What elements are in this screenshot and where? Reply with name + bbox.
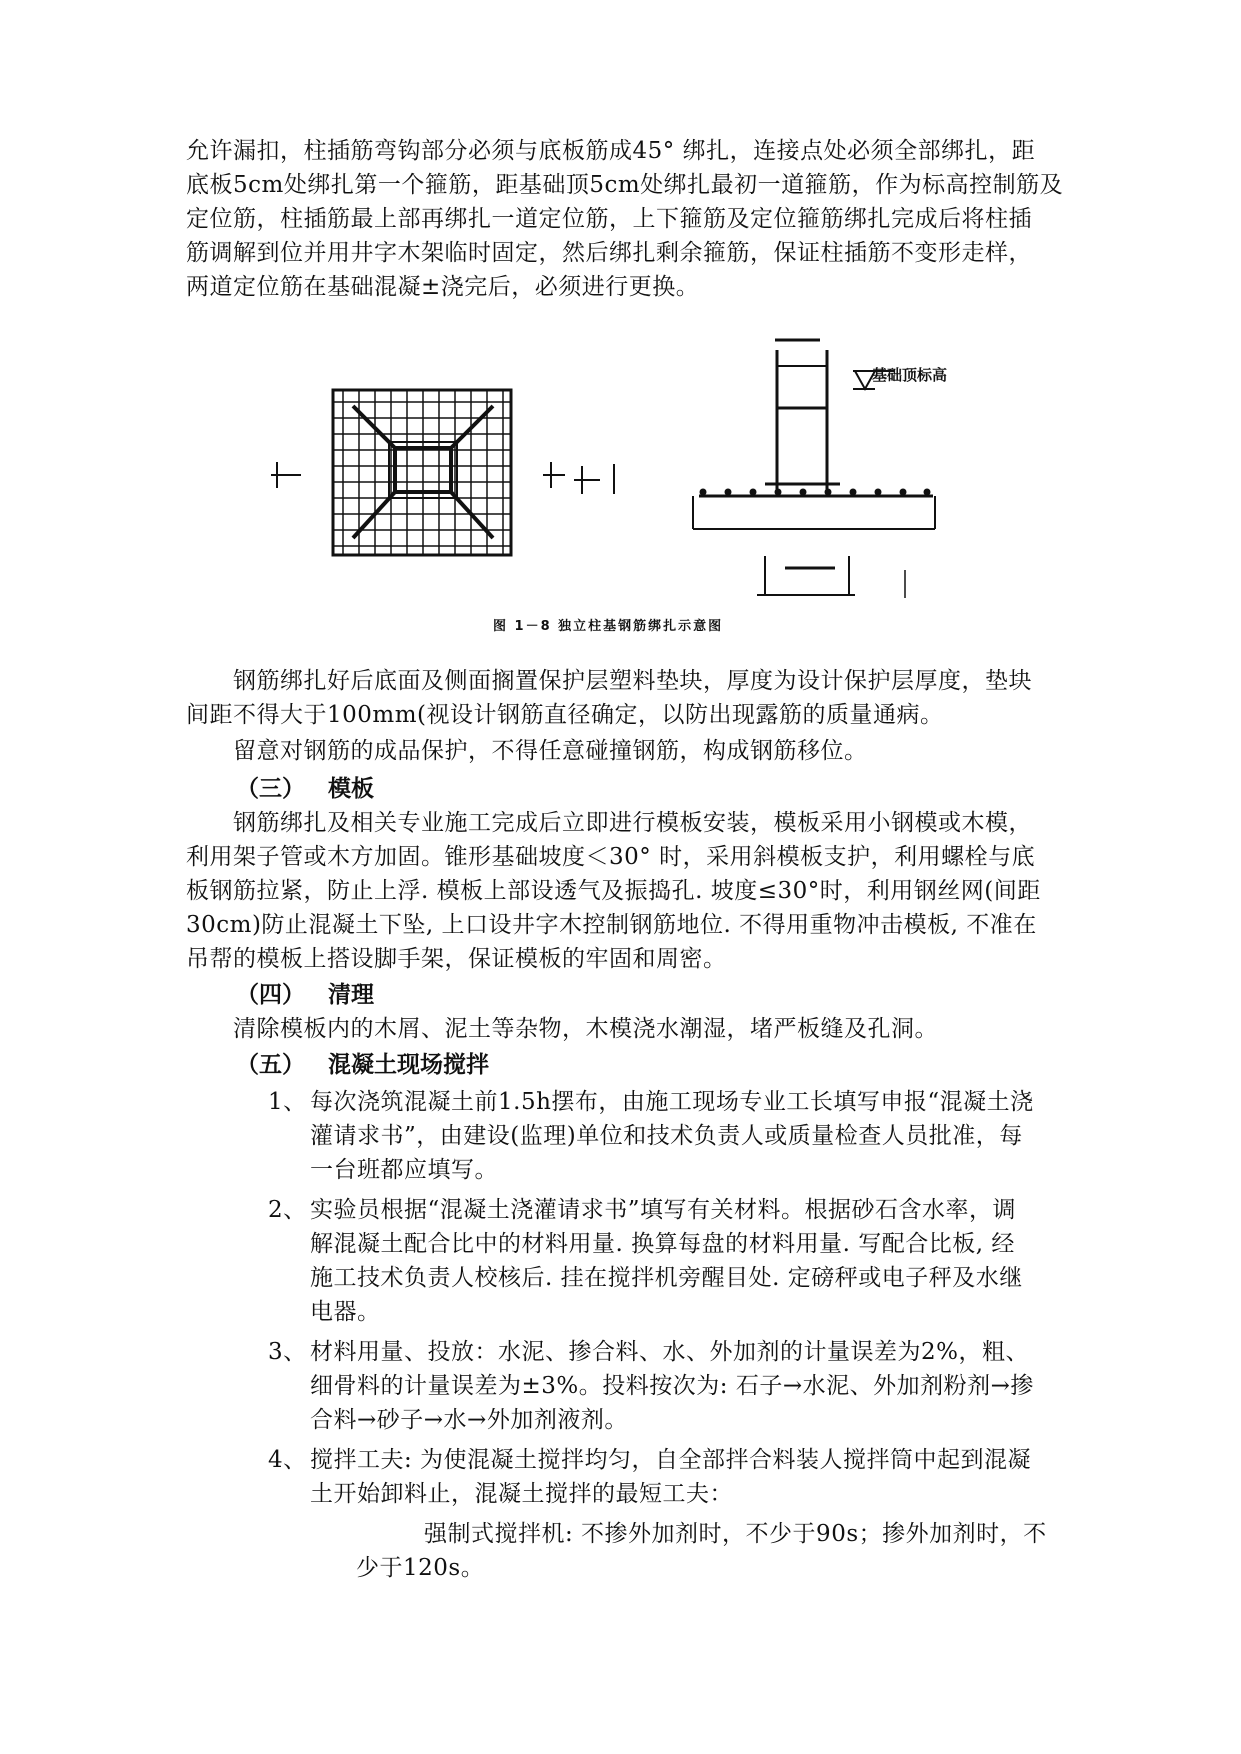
para3-line-1: 钢筋绑扎及相关专业施工完成后立即进行模板安装，模板采用小钢模或木模，	[233, 810, 1032, 836]
para5-line-1: 强制式搅拌机: 不掺外加剂时，不少于90s；掺外加剂时，不	[424, 1521, 1047, 1547]
list-item-4-line-2: 土开始卸料止，混凝土搅拌的最短工夫：	[310, 1481, 733, 1507]
para3-line-5: 吊帮的模板上搭设脚手架，保证模板的牢固和周密。	[186, 946, 727, 972]
list-item-3-line-1: 3、 材料用量、投放：水泥、掺合料、水、外加剂的计量误差为2%，粗、	[268, 1339, 1029, 1365]
para4-line: 清除模板内的木屑、泥土等杂物，木模浇水潮湿，堵严板缝及孔洞。	[233, 1016, 938, 1042]
section-4-heading: （四） 清理	[236, 982, 374, 1008]
list-item-3-line-2: 细骨料的计量误差为±3%。投料按次为: 石子→水泥、外加剂粉剂→掺	[310, 1373, 1034, 1399]
para1-line-5: 两道定位筋在基础混凝±浇完后，必须进行更换。	[186, 274, 700, 300]
para1-line-3: 定位筋，柱插筋最上部再绑扎一道定位筋，上下箍筋及定位箍筋绑扎完成后将柱插	[186, 206, 1032, 232]
list-item-1-line-1: 1、 每次浇筑混凝土前1.5h摆布，由施工现场专业工长填写申报“混凝土浇	[268, 1089, 1034, 1115]
para2-line-2: 间距不得大于100mm(视设计钢筋直径确定，以防出现露筋的质量通病。	[186, 702, 944, 728]
figure-caption: 图 1－8 独立柱基钢筋绑扎示意图	[493, 619, 724, 634]
list-item-1-line-3: 一台班都应填写。	[310, 1157, 498, 1183]
list-item-2-line-2: 解混凝土配合比中的材料用量. 换算每盘的材料用量. 写配合比板, 经	[310, 1231, 1015, 1257]
rebar-plan-diagram	[265, 380, 565, 580]
list-item-2-line-3: 施工技术负责人校核后. 挂在搅拌机旁醒目处. 定磅秤或电子秤及水继	[310, 1265, 1023, 1291]
para5-line-2: 少于120s。	[356, 1555, 485, 1581]
list-item-2-line-4: 电器。	[310, 1299, 381, 1325]
foundation-top-elevation-label: 基础顶标高	[872, 366, 948, 384]
list-item-3-line-3: 合料→砂子→水→外加剂液剂。	[310, 1407, 628, 1433]
list-item-2-line-1: 2、 实验员根据“混凝土浇灌请求书”填写有关材料。根据砂石含水率，调	[268, 1197, 1017, 1223]
para1-line-1: 允许漏扣，柱插筋弯钩部分必须与底板筋成45° 绑扎，连接点处必须全部绑扎，距	[186, 138, 1036, 164]
para2-line-3: 留意对钢筋的成品保护，不得任意碰撞钢筋，构成钢筋移位。	[233, 738, 868, 764]
para2-line-1: 钢筋绑扎好后底面及侧面搁置保护层塑料垫块，厚度为设计保护层厚度，垫块	[233, 668, 1032, 694]
para1-line-4: 筋调解到位并用井字木架临时固定，然后绑扎剩余箍筋，保证柱插筋不变形走样，	[186, 240, 1032, 266]
section-3-heading: （三） 模板	[236, 776, 374, 802]
section-5-heading: （五） 混凝土现场搅拌	[236, 1052, 489, 1078]
list-item-4-line-1: 4、 搅拌工夫: 为使混凝土搅拌均匀，自全部拌合料装人搅拌筒中起到混凝	[268, 1447, 1032, 1473]
para3-line-4: 30cm)防止混凝土下坠, 上口设井字木控制钢筋地位. 不得用重物冲击模板, 不准在	[186, 912, 1037, 938]
section-markers	[572, 460, 622, 510]
para1-line-2: 底板5cm处绑扎第一个箍筋，距基础顶5cm处绑扎最初一道箍筋，作为标高控制筋及	[186, 172, 1064, 198]
para3-line-3: 板钢筋拉紧，防止上浮. 模板上部设透气及振捣孔. 坡度≤30°时，利用钢丝网(间距	[186, 878, 1041, 904]
list-item-1-line-2: 灌请求书”，由建设(监理)单位和技术负责人或质量检查人员批准，每	[310, 1123, 1023, 1149]
para3-line-2: 利用架子管或木方加固。锥形基础坡度＜30° 时，采用斜模板支护，利用螺栓与底	[186, 844, 1036, 870]
